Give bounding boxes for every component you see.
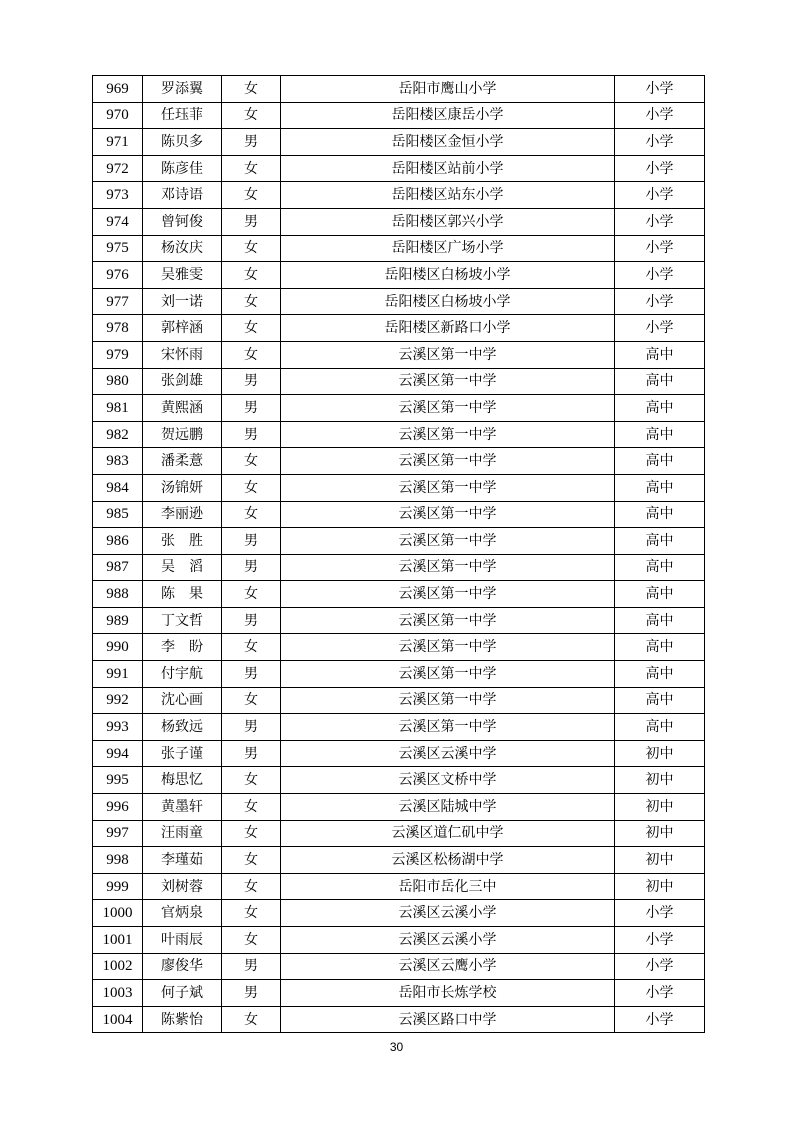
- table-row: [93, 129, 705, 156]
- level-cell: 小学: [615, 927, 705, 954]
- serial-number-cell: 996: [93, 794, 143, 821]
- level-cell: 初中: [615, 847, 705, 874]
- name-cell: 曾钶俊: [143, 208, 222, 235]
- name-cell: 潘柔薏: [143, 448, 222, 475]
- school-cell: 云溪区第一中学: [281, 395, 615, 422]
- name-cell: 张剑雄: [143, 368, 222, 395]
- roster-body: [93, 76, 705, 1033]
- school-cell: 岳阳楼区新路口小学: [281, 315, 615, 342]
- name-cell: 罗添翼: [143, 76, 222, 103]
- gender-cell: 女: [222, 767, 281, 794]
- gender-cell: 女: [222, 873, 281, 900]
- level-cell: 小学: [615, 208, 705, 235]
- serial-number-cell: 974: [93, 208, 143, 235]
- level-cell: 高中: [615, 581, 705, 608]
- serial-number-cell: 982: [93, 421, 143, 448]
- table-row: [93, 315, 705, 342]
- gender-cell: 女: [222, 155, 281, 182]
- gender-cell: 女: [222, 1006, 281, 1033]
- gender-cell: 男: [222, 368, 281, 395]
- table-row: [93, 528, 705, 555]
- level-cell: 高中: [615, 395, 705, 422]
- gender-cell: 男: [222, 129, 281, 156]
- gender-cell: 女: [222, 634, 281, 661]
- school-cell: 云溪区第一中学: [281, 341, 615, 368]
- level-cell: 初中: [615, 794, 705, 821]
- school-cell: 云溪区云溪小学: [281, 900, 615, 927]
- table-row: [93, 501, 705, 528]
- table-row: [93, 1006, 705, 1033]
- gender-cell: 女: [222, 581, 281, 608]
- name-cell: 黄墨轩: [143, 794, 222, 821]
- level-cell: 小学: [615, 262, 705, 289]
- name-cell: 郭梓涵: [143, 315, 222, 342]
- serial-number-cell: 988: [93, 581, 143, 608]
- serial-number-cell: 998: [93, 847, 143, 874]
- gender-cell: 女: [222, 794, 281, 821]
- serial-number-cell: 1004: [93, 1006, 143, 1033]
- serial-number-cell: 977: [93, 288, 143, 315]
- school-cell: 岳阳楼区站前小学: [281, 155, 615, 182]
- name-cell: 丁文哲: [143, 607, 222, 634]
- name-cell: 任珏菲: [143, 102, 222, 129]
- gender-cell: 女: [222, 341, 281, 368]
- serial-number-cell: 970: [93, 102, 143, 129]
- school-cell: 云溪区第一中学: [281, 448, 615, 475]
- gender-cell: 女: [222, 820, 281, 847]
- level-cell: 小学: [615, 182, 705, 209]
- level-cell: 高中: [615, 474, 705, 501]
- level-cell: 初中: [615, 740, 705, 767]
- gender-cell: 女: [222, 235, 281, 262]
- name-cell: 廖俊华: [143, 953, 222, 980]
- serial-number-cell: 997: [93, 820, 143, 847]
- table-row: [93, 687, 705, 714]
- name-cell: 张子谨: [143, 740, 222, 767]
- serial-number-cell: 975: [93, 235, 143, 262]
- level-cell: 小学: [615, 900, 705, 927]
- gender-cell: 男: [222, 607, 281, 634]
- level-cell: 高中: [615, 687, 705, 714]
- table-row: [93, 554, 705, 581]
- name-cell: 贺远鹏: [143, 421, 222, 448]
- serial-number-cell: 972: [93, 155, 143, 182]
- name-cell: 汤锦妍: [143, 474, 222, 501]
- name-cell: 陈彦佳: [143, 155, 222, 182]
- school-cell: 云溪区第一中学: [281, 634, 615, 661]
- name-cell: 李 盼: [143, 634, 222, 661]
- table-row: [93, 102, 705, 129]
- gender-cell: 男: [222, 661, 281, 688]
- gender-cell: 女: [222, 102, 281, 129]
- school-cell: 云溪区第一中学: [281, 554, 615, 581]
- name-cell: 陈 果: [143, 581, 222, 608]
- serial-number-cell: 987: [93, 554, 143, 581]
- school-cell: 云溪区路口中学: [281, 1006, 615, 1033]
- serial-number-cell: 979: [93, 341, 143, 368]
- table-row: [93, 634, 705, 661]
- name-cell: 吴雅雯: [143, 262, 222, 289]
- school-cell: 云溪区第一中学: [281, 528, 615, 555]
- school-cell: 云溪区第一中学: [281, 474, 615, 501]
- gender-cell: 男: [222, 421, 281, 448]
- gender-cell: 女: [222, 76, 281, 103]
- serial-number-cell: 1003: [93, 980, 143, 1007]
- serial-number-cell: 985: [93, 501, 143, 528]
- table-row: [93, 980, 705, 1007]
- school-cell: 云溪区松杨湖中学: [281, 847, 615, 874]
- school-cell: 岳阳楼区白杨坡小学: [281, 288, 615, 315]
- level-cell: 小学: [615, 288, 705, 315]
- table-row: [93, 155, 705, 182]
- school-cell: 云溪区陆城中学: [281, 794, 615, 821]
- serial-number-cell: 999: [93, 873, 143, 900]
- school-cell: 云溪区第一中学: [281, 368, 615, 395]
- table-row: [93, 900, 705, 927]
- serial-number-cell: 983: [93, 448, 143, 475]
- table-row: [93, 794, 705, 821]
- serial-number-cell: 1000: [93, 900, 143, 927]
- school-cell: 岳阳楼区郭兴小学: [281, 208, 615, 235]
- level-cell: 高中: [615, 528, 705, 555]
- level-cell: 高中: [615, 501, 705, 528]
- school-cell: 岳阳楼区康岳小学: [281, 102, 615, 129]
- level-cell: 高中: [615, 607, 705, 634]
- school-cell: 云溪区第一中学: [281, 581, 615, 608]
- level-cell: 高中: [615, 661, 705, 688]
- serial-number-cell: 976: [93, 262, 143, 289]
- serial-number-cell: 994: [93, 740, 143, 767]
- gender-cell: 男: [222, 208, 281, 235]
- name-cell: 李丽逊: [143, 501, 222, 528]
- name-cell: 刘一诺: [143, 288, 222, 315]
- table-row: [93, 288, 705, 315]
- gender-cell: 男: [222, 714, 281, 741]
- serial-number-cell: 995: [93, 767, 143, 794]
- level-cell: 小学: [615, 76, 705, 103]
- name-cell: 邓诗语: [143, 182, 222, 209]
- table-row: [93, 474, 705, 501]
- gender-cell: 女: [222, 501, 281, 528]
- level-cell: 初中: [615, 820, 705, 847]
- name-cell: 黄熙涵: [143, 395, 222, 422]
- school-cell: 云溪区第一中学: [281, 661, 615, 688]
- name-cell: 张 胜: [143, 528, 222, 555]
- gender-cell: 男: [222, 740, 281, 767]
- gender-cell: 女: [222, 315, 281, 342]
- school-cell: 岳阳楼区站东小学: [281, 182, 615, 209]
- level-cell: 小学: [615, 980, 705, 1007]
- name-cell: 宋怀雨: [143, 341, 222, 368]
- name-cell: 陈贝多: [143, 129, 222, 156]
- level-cell: 高中: [615, 368, 705, 395]
- gender-cell: 男: [222, 528, 281, 555]
- roster-table: [92, 75, 705, 1033]
- name-cell: 刘树蓉: [143, 873, 222, 900]
- table-row: [93, 927, 705, 954]
- gender-cell: 女: [222, 927, 281, 954]
- level-cell: 高中: [615, 714, 705, 741]
- serial-number-cell: 973: [93, 182, 143, 209]
- gender-cell: 女: [222, 448, 281, 475]
- school-cell: 云溪区第一中学: [281, 501, 615, 528]
- table-row: [93, 448, 705, 475]
- serial-number-cell: 991: [93, 661, 143, 688]
- serial-number-cell: 992: [93, 687, 143, 714]
- level-cell: 小学: [615, 953, 705, 980]
- serial-number-cell: 978: [93, 315, 143, 342]
- level-cell: 小学: [615, 1006, 705, 1033]
- level-cell: 小学: [615, 102, 705, 129]
- serial-number-cell: 969: [93, 76, 143, 103]
- school-cell: 云溪区第一中学: [281, 687, 615, 714]
- table-row: [93, 368, 705, 395]
- table-row: [93, 581, 705, 608]
- name-cell: 杨汝庆: [143, 235, 222, 262]
- name-cell: 何子斌: [143, 980, 222, 1007]
- school-cell: 岳阳楼区金恒小学: [281, 129, 615, 156]
- school-cell: 云溪区文桥中学: [281, 767, 615, 794]
- serial-number-cell: 993: [93, 714, 143, 741]
- name-cell: 叶雨辰: [143, 927, 222, 954]
- name-cell: 付宇航: [143, 661, 222, 688]
- table-row: [93, 341, 705, 368]
- gender-cell: 男: [222, 953, 281, 980]
- table-row: [93, 235, 705, 262]
- name-cell: 杨致远: [143, 714, 222, 741]
- table-row: [93, 661, 705, 688]
- table-row: [93, 820, 705, 847]
- gender-cell: 男: [222, 554, 281, 581]
- serial-number-cell: 1002: [93, 953, 143, 980]
- gender-cell: 女: [222, 900, 281, 927]
- table-row: [93, 847, 705, 874]
- name-cell: 汪雨童: [143, 820, 222, 847]
- serial-number-cell: 971: [93, 129, 143, 156]
- school-cell: 岳阳楼区白杨坡小学: [281, 262, 615, 289]
- serial-number-cell: 989: [93, 607, 143, 634]
- name-cell: 李瑾茹: [143, 847, 222, 874]
- table-row: [93, 182, 705, 209]
- serial-number-cell: 980: [93, 368, 143, 395]
- school-cell: 云溪区道仁矶中学: [281, 820, 615, 847]
- gender-cell: 男: [222, 980, 281, 1007]
- serial-number-cell: 984: [93, 474, 143, 501]
- table-row: [93, 767, 705, 794]
- school-cell: 云溪区第一中学: [281, 714, 615, 741]
- name-cell: 官炳泉: [143, 900, 222, 927]
- table-row: [93, 714, 705, 741]
- school-cell: 岳阳市岳化三中: [281, 873, 615, 900]
- table-row: [93, 953, 705, 980]
- school-cell: 岳阳市长炼学校: [281, 980, 615, 1007]
- gender-cell: 女: [222, 687, 281, 714]
- level-cell: 高中: [615, 634, 705, 661]
- table-row: [93, 262, 705, 289]
- gender-cell: 女: [222, 288, 281, 315]
- gender-cell: 男: [222, 395, 281, 422]
- level-cell: 小学: [615, 155, 705, 182]
- serial-number-cell: 1001: [93, 927, 143, 954]
- school-cell: 云溪区第一中学: [281, 607, 615, 634]
- level-cell: 小学: [615, 235, 705, 262]
- serial-number-cell: 990: [93, 634, 143, 661]
- school-cell: 云溪区第一中学: [281, 421, 615, 448]
- name-cell: 梅思忆: [143, 767, 222, 794]
- level-cell: 小学: [615, 129, 705, 156]
- page-number: 30: [389, 1040, 404, 1054]
- school-cell: 岳阳市鹰山小学: [281, 76, 615, 103]
- level-cell: 高中: [615, 554, 705, 581]
- name-cell: 陈紫怡: [143, 1006, 222, 1033]
- school-cell: 岳阳楼区广场小学: [281, 235, 615, 262]
- table-row: [93, 421, 705, 448]
- level-cell: 初中: [615, 767, 705, 794]
- table-row: [93, 208, 705, 235]
- serial-number-cell: 986: [93, 528, 143, 555]
- level-cell: 高中: [615, 448, 705, 475]
- table-row: [93, 873, 705, 900]
- level-cell: 初中: [615, 873, 705, 900]
- level-cell: 高中: [615, 421, 705, 448]
- name-cell: 吴 滔: [143, 554, 222, 581]
- serial-number-cell: 981: [93, 395, 143, 422]
- table-row: [93, 76, 705, 103]
- level-cell: 小学: [615, 315, 705, 342]
- school-cell: 云溪区云溪中学: [281, 740, 615, 767]
- school-cell: 云溪区云溪小学: [281, 927, 615, 954]
- gender-cell: 女: [222, 474, 281, 501]
- gender-cell: 女: [222, 262, 281, 289]
- gender-cell: 女: [222, 182, 281, 209]
- table-row: [93, 395, 705, 422]
- table-row: [93, 607, 705, 634]
- level-cell: 高中: [615, 341, 705, 368]
- gender-cell: 女: [222, 847, 281, 874]
- name-cell: 沈心画: [143, 687, 222, 714]
- school-cell: 云溪区云鹰小学: [281, 953, 615, 980]
- table-row: [93, 740, 705, 767]
